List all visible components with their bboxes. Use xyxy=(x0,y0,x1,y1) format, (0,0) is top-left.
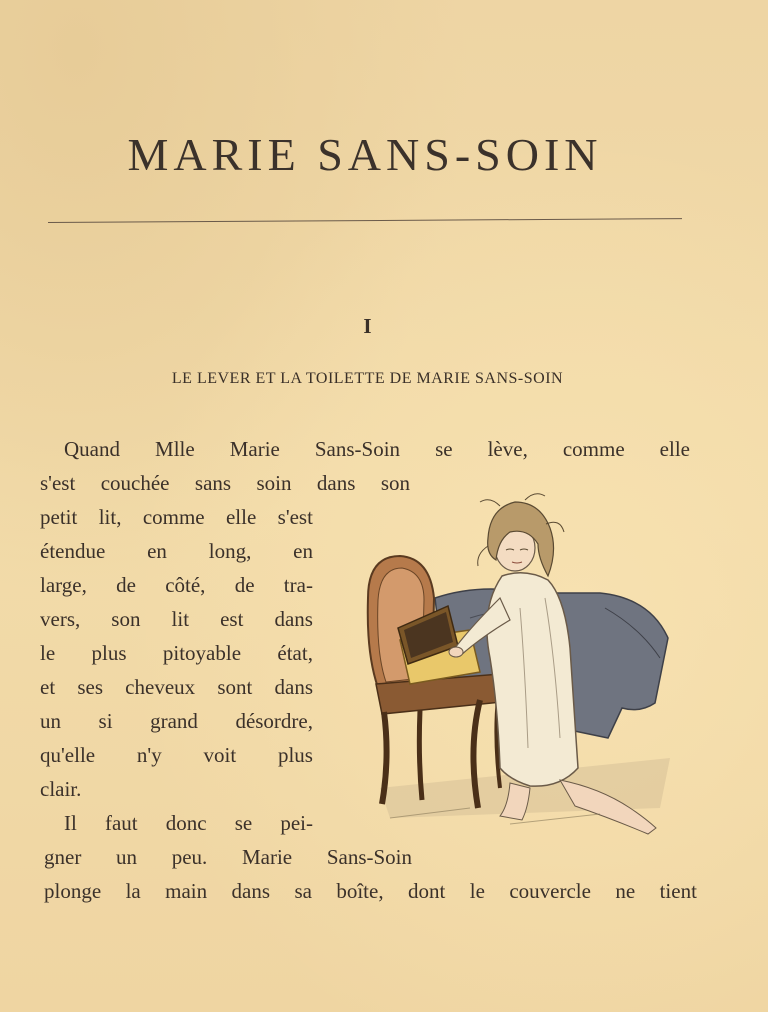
chapter-title: LE LEVER ET LA TOILETTE DE MARIE SANS-SOIN xyxy=(171,370,564,387)
text-line: s'est couchée sans soin dans son xyxy=(40,471,410,495)
text-line: étendue en long, en xyxy=(40,539,313,563)
text-line: qu'elle n'y voit plus xyxy=(40,743,313,767)
text-line: plonge la main dans sa boîte, dont le couvercle ne tient xyxy=(44,879,697,903)
text-line: le plus pitoyable état, xyxy=(40,641,313,665)
girl-illustration xyxy=(360,488,690,848)
text-line: vers, son lit est dans xyxy=(40,607,313,631)
text-line: gner un peu. Marie Sans-Soin xyxy=(44,845,412,869)
title-rule xyxy=(48,218,682,223)
text-line: large, de côté, de tra- xyxy=(40,573,313,597)
text-line: clair. xyxy=(40,777,82,801)
text-line: un si grand désordre, xyxy=(40,709,313,733)
page-title: MARIE SANS-SOIN xyxy=(127,129,603,180)
text-line: Il faut donc se pei- xyxy=(64,811,313,835)
text-line: petit lit, comme elle s'est xyxy=(40,505,313,529)
chapter-number: I xyxy=(363,314,372,338)
text-line: et ses cheveux sont dans xyxy=(40,675,313,699)
text-line: Quand Mlle Marie Sans-Soin se lève, comme elle xyxy=(64,437,690,461)
